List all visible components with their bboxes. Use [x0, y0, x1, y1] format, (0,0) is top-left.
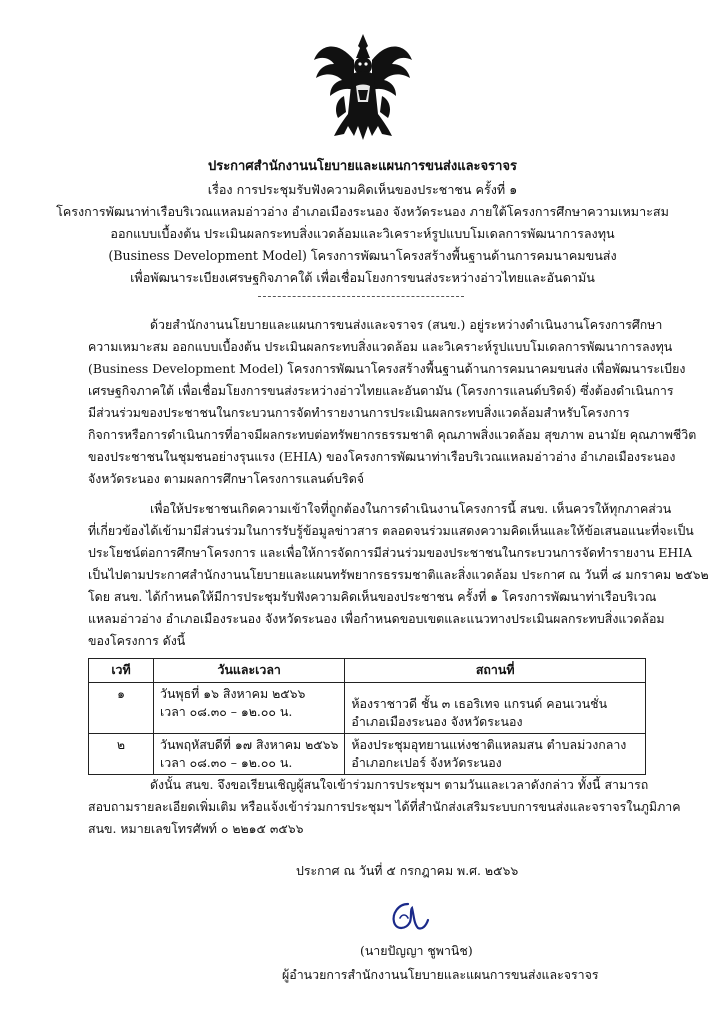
subject-line-1: เรื่อง การประชุมรับฟังความคิดเห็นของประชาชน ครั้งที่ ๑ [207, 182, 518, 197]
subject-line-4: (Business Development Model) โครงการพัฒนาโครงสร้างพื้นฐานด้านการคมนาคมขนส่ง [108, 248, 617, 263]
paragraph1-line: เศรษฐกิจภาคใต้ เพื่อเชื่อมโยงการขนส่งระหว่างอ่าวไทยและอันดามัน (โครงการแลนด์บริดจ์) ซึ่งต้องดำเนินการ [88, 383, 674, 398]
venue-line-1: ห้องประชุมอุทยานแห่งชาติแหลมสน ตำบลม่วงกลาง [351, 737, 627, 752]
signer-name: (นายปัญญา ชูพานิช) [360, 943, 473, 958]
handwritten-signature [388, 898, 434, 934]
announcement-date: ประกาศ ณ วันที่ ๕ กรกฎาคม พ.ศ. ๒๕๖๖ [296, 863, 519, 878]
separator-line [258, 296, 464, 297]
stage-time: เวลา ๐๘.๓๐ – ๑๒.๐๐ น. [160, 704, 293, 719]
paragraph2-line: แหลมอ่าวอ่าง อำเภอเมืองระนอง จังหวัดระนอง เพื่อกำหนดขอบเขตและแนวทางประเมินผลกระทบสิ่งแวดล้อม [88, 611, 665, 626]
header-datetime: วันและเวลา [154, 659, 345, 683]
table-header-row [89, 659, 646, 683]
paragraph2-line: ของโครงการ ดังนี้ [88, 633, 186, 648]
paragraph2-line: เป็นไปตามประกาศสำนักงานนโยบายและแผนทรัพยากรธรรมชาติและสิ่งแวดล้อม ประกาศ ณ วันที่ ๘ มกราคม ๒๕๖๒ [88, 567, 709, 582]
paragraph2-line: เพื่อให้ประชาชนเกิดความเข้าใจที่ถูกต้องในการดำเนินงานโครงการนี้ สนข. เห็นควรให้ทุกภาคส่วน [150, 501, 672, 516]
subject-line-2: โครงการพัฒนาท่าเรือบริเวณแหลมอ่าวอ่าง อำเภอเมืองระนอง จังหวัดระนอง ภายใต้โครงการศึกษาความเหมาะสม [56, 204, 669, 219]
paragraph1-line: ความเหมาะสม ออกแบบเบื้องต้น ประเมินผลกระทบสิ่งแวดล้อม และวิเคราะห์รูปแบบโมเดลการพัฒนาการลงทุน [88, 339, 673, 354]
subject-line-5: เพื่อพัฒนาระเบียงเศรษฐกิจภาคใต้ เพื่อเชื่อมโยงการขนส่งระหว่างอ่าวไทยและอันดามัน [130, 270, 595, 285]
stage-date: วันพฤหัสบดีที่ ๑๗ สิงหาคม ๒๕๖๖ [160, 737, 339, 752]
stage-datetime [154, 683, 345, 734]
paragraph3-line: ดังนั้น สนข. จึงขอเรียนเชิญผู้สนใจเข้าร่วมการประชุมฯ ตามวันและเวลาดังกล่าว ทั้งนี้ สามารถ [150, 777, 649, 792]
header-stage: เวที [89, 659, 154, 683]
paragraph1-line: ของประชาชนในชุมชนอย่างรุนแรง (EHIA) ของโครงการพัฒนาท่าเรือบริเวณแหลมอ่าวอ่าง อำเภอเมืองระนอง [88, 449, 676, 464]
paragraph3-line: สนข. หมายเลขโทรศัพท์ ๐ ๒๒๑๕ ๓๕๖๖ [88, 821, 304, 836]
paragraph1-line: จังหวัดระนอง ตามผลการศึกษาโครงการแลนด์บริดจ์ [88, 471, 365, 486]
paragraph2-line: ที่เกี่ยวข้องได้เข้ามามีส่วนร่วมในการรับรู้ข้อมูลข่าวสาร ตลอดจนร่วมแสดงความคิดเห็นและให้ข้อเสนอแนะที่จะเป็น [88, 523, 694, 538]
paragraph1-line: กิจการหรือการดำเนินการที่อาจมีผลกระทบต่อทรัพยากรธรรมชาติ คุณภาพสิ่งแวดล้อม สุขภาพ อนามัย คุณภาพชีวิต [88, 427, 697, 442]
stage-date: วันพุธที่ ๑๖ สิงหาคม ๒๕๖๖ [160, 686, 306, 701]
paragraph2-line: โดย สนข. ได้กำหนดให้มีการประชุมรับฟังความคิดเห็นของประชาชน ครั้งที่ ๑ โครงการพัฒนาท่าเรือบริเวณ [88, 589, 657, 604]
table-row [89, 734, 646, 775]
stage-datetime [154, 734, 345, 775]
paragraph1-line: ด้วยสำนักงานนโยบายและแผนการขนส่งและจราจร (สนข.) อยู่ระหว่างดำเนินงานโครงการศึกษา [150, 317, 663, 332]
stage-number: ๑ [89, 683, 154, 734]
stage-number: ๒ [89, 734, 154, 775]
paragraph1-line: (Business Development Model) โครงการพัฒนาโครงสร้างพื้นฐานด้านการคมนาคมขนส่ง เพื่อพัฒนาระเบียง [88, 361, 686, 376]
venue-line-2: อำเภอเมืองระนอง จังหวัดระนอง [351, 714, 523, 729]
announcement-title: ประกาศสำนักงานนโยบายและแผนการขนส่งและจราจร [207, 159, 518, 174]
signer-title: ผู้อำนวยการสำนักงานนโยบายและแผนการขนส่งและจราจร [282, 967, 599, 982]
stage-venue [345, 683, 646, 734]
table-row [89, 683, 646, 734]
paragraph2-line: ประโยชน์ต่อการศึกษาโครงการ และเพื่อให้การจัดการมีส่วนร่วมของประชาชนในกระบวนการจัดทำรายงาน EHIA [88, 545, 693, 560]
schedule-table [88, 658, 646, 775]
paragraph3-line: สอบถามรายละเอียดเพิ่มเติม หรือแจ้งเข้าร่วมการประชุมฯ ได้ที่สำนักส่งเสริมระบบการขนส่งและจราจรในภูมิภาค [88, 799, 681, 814]
garuda-emblem-icon [308, 30, 418, 150]
venue-line-2: อำเภอกะเปอร์ จังหวัดระนอง [351, 755, 502, 770]
header-venue: สถานที่ [345, 659, 646, 683]
paragraph1-line: มีส่วนร่วมของประชาชนในกระบวนการจัดทำรายงานการประเมินผลกระทบสิ่งแวดล้อมสำหรับโครงการ [88, 405, 630, 420]
venue-line-1: ห้องราชาวดี ชั้น ๓ เธอริเทจ แกรนด์ คอนเวนชั่น [351, 696, 608, 711]
subject-line-3: ออกแบบเบื้องต้น ประเมินผลกระทบสิ่งแวดล้อมและวิเคราะห์รูปแบบโมเดลการพัฒนาการลงทุน [110, 226, 615, 241]
stage-venue [345, 734, 646, 775]
stage-time: เวลา ๐๘.๓๐ – ๑๒.๐๐ น. [160, 755, 293, 770]
